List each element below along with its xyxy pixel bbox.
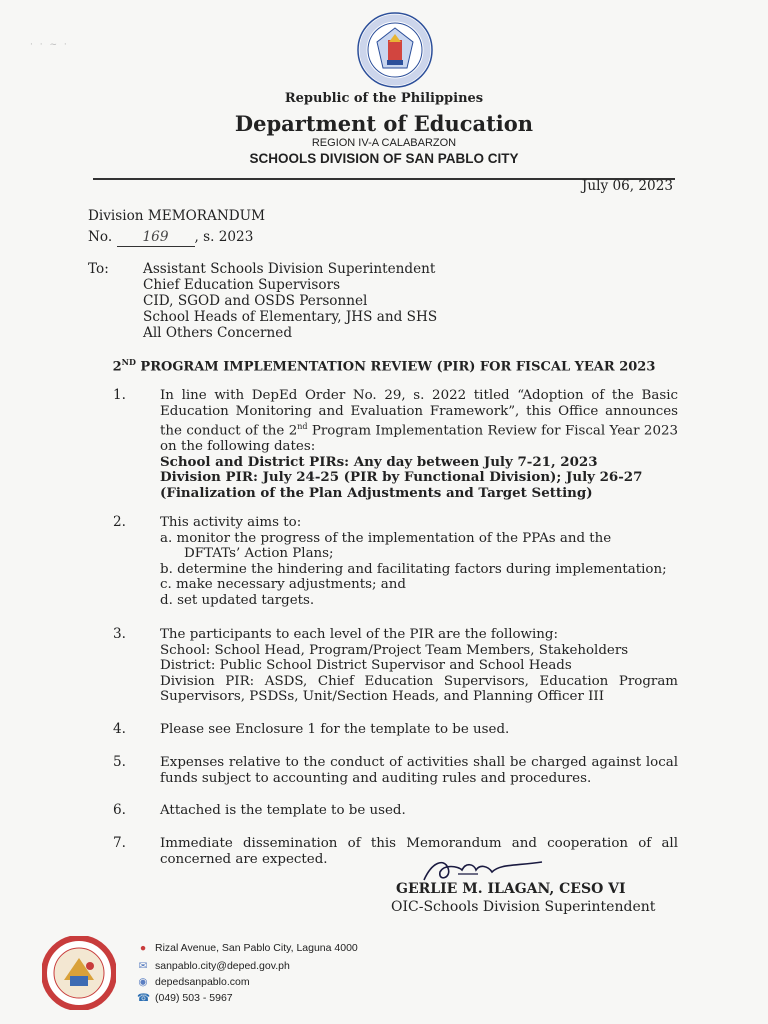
item-number: 6. <box>113 802 126 818</box>
recipient: Chief Education Supervisors <box>143 277 341 293</box>
item-6-text: Attached is the template to be used. <box>160 803 406 818</box>
item-4-text: Please see Enclosure 1 for the template to be used. <box>160 722 510 737</box>
memo-number <box>88 230 253 247</box>
scan-mark: · · ~ · <box>30 40 69 50</box>
location-pin-icon: ● <box>139 942 147 954</box>
memo-date: July 06, 2023 <box>581 178 673 194</box>
item-number: 7. <box>113 835 126 851</box>
item-1-text: In line with DepEd Order No. 29, s. 2022 titled “Adoption of the Basic Education Monitoring and Evaluation Framework”, this Office announces the conduct of the 2nd Program Implementation Review for Fiscal Year 2023 on the following dates: School and District PIRs: Any day between July 7-21, 2023 Division PIR: July 24-25 (PIR by Functional Division); July 26-27 (Finalization of the Plan Adjustments and Target Setting) <box>160 388 678 502</box>
footer-email: ✉ sanpablo.city@deped.gov.ph <box>138 960 290 972</box>
phone-icon: ☎ <box>137 992 151 1004</box>
signatory-name: GERLIE M. ILAGAN, CESO VI <box>396 881 626 897</box>
school-district-pir-dates: School and District PIRs: Any day between July 7-21, 2023 <box>160 453 598 470</box>
item-number: 4. <box>113 721 126 737</box>
department-heading: Department of Education <box>234 111 534 136</box>
footer-address: ● Rizal Avenue, San Pablo City, Laguna 4000 <box>137 942 358 954</box>
item-number: 2. <box>113 514 126 530</box>
item-number: 1. <box>113 387 126 403</box>
footer-website: ◉ depedsanpablo.com <box>138 976 250 988</box>
memo-number-handwritten: 169 <box>117 230 195 247</box>
item-3-text: The participants to each level of the PIR are the following: School: School Head, Program/Project Team Members, Stakeholders District: Public School District Supervisor and School Heads Division PIR: ASDS, Chief Education Supervisors, Education Program Supervisors, PSDSs, Unit/Section Heads, and Planning Officer III <box>160 627 678 705</box>
division-heading: SCHOOLS DIVISION OF SAN PABLO CITY <box>249 151 519 166</box>
item-number: 5. <box>113 754 126 770</box>
recipient-list <box>143 262 437 342</box>
deped-seal-logo <box>357 12 433 88</box>
republic-heading: Republic of the Philippines <box>284 91 484 106</box>
footer-phone: ☎ (049) 503 - 5967 <box>137 992 233 1004</box>
item-number: 3. <box>113 626 126 642</box>
memo-title: 2ND PROGRAM IMPLEMENTATION REVIEW (PIR) FOR FISCAL YEAR 2023 <box>112 357 656 375</box>
division-logo <box>42 936 116 1010</box>
recipient: School Heads of Elementary, JHS and SHS <box>143 309 438 325</box>
memo-no-prefix: No. <box>88 229 113 245</box>
to-label: To: <box>88 261 109 277</box>
memo-type: Division MEMORANDUM <box>88 208 265 224</box>
item-7-text: Immediate dissemination of this Memorandum and cooperation of all concerned are expected. <box>160 836 678 867</box>
item-5-text: Expenses relative to the conduct of activities shall be charged against local funds subject to accounting and auditing rules and procedures. <box>160 755 678 786</box>
globe-icon: ◉ <box>138 976 148 988</box>
recipient: All Others Concerned <box>143 325 293 341</box>
recipient: Assistant Schools Division Superintendent <box>143 261 436 277</box>
division-pir-dates: Division PIR: July 24-25 (PIR by Functional Division); July 26-27 <box>160 469 643 486</box>
email-icon: ✉ <box>138 960 148 972</box>
memo-series: , s. 2023 <box>194 229 254 245</box>
signatory-title: OIC-Schools Division Superintendent <box>391 899 656 915</box>
region-heading: REGION IV-A CALABARZON <box>311 137 457 149</box>
recipient: CID, SGOD and OSDS Personnel <box>143 293 368 309</box>
item-2-text: This activity aims to: a. monitor the progress of the implementation of the PPAs and the DFTATs’ Action Plans; b. determine the hindering and facilitating factors during implementation; c. make necessary adjustments; and d. set updated targets. <box>160 515 667 608</box>
finalization-note: (Finalization of the Plan Adjustments and Target Setting) <box>160 485 593 502</box>
